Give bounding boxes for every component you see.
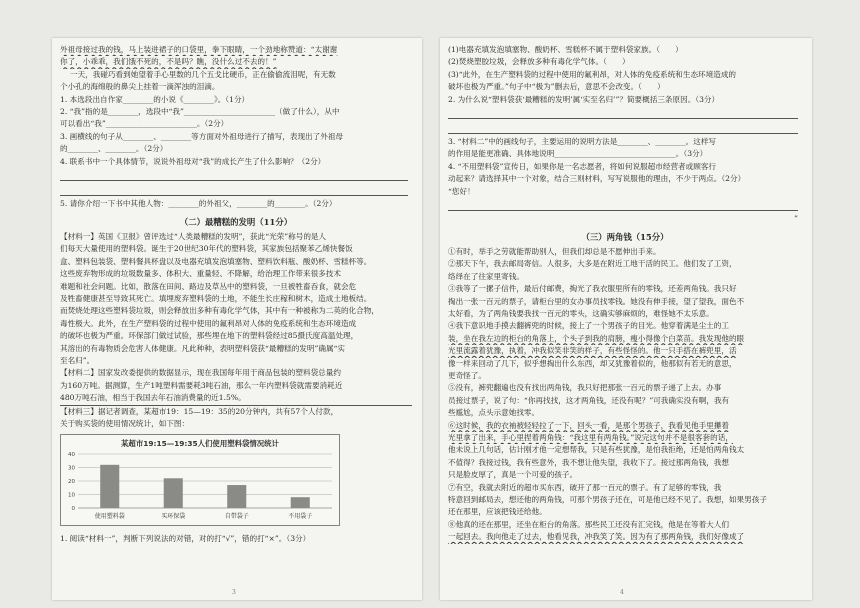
section-2-title: （二）最糟糕的发明（11分） — [179, 217, 293, 228]
material-1-line: 毒性极大。此外，在生产塑料袋的过程中使用的氟利昂对人体的免疫系统和生态环境造成 — [60, 318, 357, 328]
material-2-line: 【材料二】国家发改委提供的数据显示，现在我国每年用于商品包装的塑料袋总量约 — [60, 368, 341, 378]
exam-page-3 — [52, 38, 422, 600]
chart-y-tick-label: 0 — [71, 506, 75, 513]
material-3 — [60, 406, 412, 431]
story-line: 更奇怪了。 — [448, 370, 486, 380]
story-line: 不值得？我接过钱，我有些意外，我不想让他失望，我收下了。接过那两角钱，我想 — [448, 457, 729, 467]
story-line: ④我下意识地手摸去翻裤兜的时候，接上了一个男孩子的目光。他穿着满是尘土的工 — [448, 321, 729, 331]
page-3-content — [60, 44, 412, 600]
answer-line[interactable] — [448, 198, 798, 211]
material-1-line: 们每天大量使用的塑料袋。诞生于20世纪30年代的塑料袋，其家族包括聚苯乙烯快餐饭 — [60, 244, 353, 254]
story-line: 他未说上几句话，估计刚才他一定想帮我，只是有些犹豫，是怕我拒绝，还是怕两角钱太 — [448, 445, 745, 455]
material-1-line: 至名归”。 — [60, 355, 95, 365]
material-1-line: 这些废弃物形成的垃圾数量多、体积大、重量轻、不降解，给治理工作带来很多技术 — [60, 269, 341, 279]
material-1-line: 难题和社会问题。比如，散落在田间、路边及草丛中的塑料袋，一旦被牲畜吞食，就会危 — [60, 281, 357, 291]
judge-item-cont: 破坏也极为严重。”句子中“极为”删去后，意思不会改变。（ ） — [448, 82, 665, 92]
question-2-cont: 可以看出“我”________________________。（2分） — [60, 119, 229, 129]
answer-line[interactable] — [448, 106, 798, 119]
chart-x-tick-label: 使用塑料袋 — [94, 513, 125, 521]
material-1-line: 及牲畜健康甚至导致其死亡。填埋废弃塑料袋的土地，不能生长庄稼和树木，造成土地板结。 — [60, 293, 372, 303]
page-4-content — [448, 44, 802, 600]
material-1-line: 【材料一】英国《卫报》曾评选过“人类最糟糕的发明”，获此“光荣”称号的是人 — [60, 231, 327, 241]
question-3: 3. “材料二”中的画线句子，主要运用的说明方法是________、________。这样写 — [448, 137, 717, 147]
material-2 — [60, 367, 412, 405]
chart-y-tick-label: 40 — [68, 452, 75, 459]
chart-x-tick-label: 买环保袋 — [161, 513, 186, 521]
section-3-title: （三）两角钱（15分） — [581, 232, 669, 243]
question-4: 4. “不用塑料袋”宣传日，如果你是一名志愿者，将如何说服超市经营者或顾客行 — [448, 161, 717, 171]
bar-chart-svg — [60, 434, 340, 526]
material-1-line: 而焚烧处理这些塑料袋垃圾，则会释放出多种有毒化学气体，其中有一种被称为二英的化合物， — [60, 306, 379, 316]
question-2: 2. “我”指的是________，选段中“我”________________________（做了什么），从中 — [60, 107, 340, 117]
material-1 — [60, 231, 412, 367]
page-number: 3 — [232, 589, 236, 596]
bar-chart — [60, 434, 412, 530]
chart-x-tick-label: 不用袋子 — [288, 513, 313, 521]
question-5: 5. 请你介绍一下书中其他人物：________的外祖父，________的________。（2分） — [60, 199, 337, 209]
material-1-line: 其溶出的有毒物质会危害人体健康。凡此种种，表明塑料袋获“最糟糕的发明”确属“实 — [60, 343, 346, 353]
question-4: 4. 联系书中一个具体情节，说说外祖母对“我”的成长产生了什么影响？（2分） — [60, 156, 326, 166]
story-line: 络绎在了往家里寄钱。 — [448, 271, 524, 281]
chart-y-tick-label: 10 — [68, 492, 75, 499]
story-line: ⑧他真的还在那里，还坐在柜台的角落。那些民工还没有汇完钱，他是在等着大人们 — [448, 519, 729, 529]
question-3-cont: 的________、________。（2分） — [60, 144, 168, 154]
material-2-line: 480万吨石油，相当于我国去年石油消费量的近1.5%。 — [60, 392, 412, 405]
answer-line[interactable] — [448, 121, 798, 134]
chart-bar — [100, 465, 119, 508]
judge-item: (3)“此外，在生产塑料袋的过程中使用的氟利昂，对人体的免疫系统和生态环境造成的 — [448, 69, 737, 79]
question-3: 3. 画横线的句子从________、________等方面对外祖母进行了描写，表现出了外祖母 — [60, 131, 344, 141]
story-line: ⑤没有，裤兜翻遍也没有找出两角钱，我只好把那张一百元的票子递了上去。办事 — [448, 383, 722, 393]
exam-page-4 — [440, 38, 812, 600]
question-1: 1. 本选段出自作家________的小说《________》。（1分） — [60, 94, 250, 104]
story-line: 太好看，为了两角钱要我找一百元的零头，这确实够麻烦的，难怪她不太乐意。 — [448, 308, 714, 318]
chart-bar — [227, 485, 246, 508]
story-line: 一起回去。我向他走了过去，他看见我，冲我笑了笑。因为有了那两角钱，我们好像成了 — [448, 532, 745, 542]
question-4-cont: 动起来？请选择其中一个对象，结合三则材料，写写说服他的理由，不少于两点。（2分） — [448, 174, 746, 184]
chart-title: 某超市19:15—19:35人们使用塑料袋情况统计 — [121, 439, 279, 449]
story-line: ②那天下午，我去邮局寄信。人很多，大多是在附近工地干活的民工。他们发了工资， — [448, 259, 737, 269]
question-material-1: 1. 阅读“材料一”，判断下列说法的对错，对的打“√”，错的打“×”。（3分） — [60, 534, 311, 544]
judge-item: (1)电器充填发泡填塞物、酸奶杯、雪糕杯不属于塑料袋家族。（ ） — [448, 45, 683, 54]
material-2-line: 为160万吨。据测算，生产1吨塑料需要耗3吨石油，那么一年内塑料袋就需要消耗近 — [60, 380, 343, 390]
story-line: ①有时，举手之劳就能帮助别人，但我们却总是不愿伸出手来。 — [448, 246, 661, 256]
greeting: “您好！ — [448, 186, 475, 196]
story-line: ③我等了一摞子信件，最后付邮费，掏光了我衣服里所有的零钱，还差两角钱。我只好 — [448, 284, 737, 294]
story-line: 些尴尬，点头示意她找零。 — [448, 408, 540, 418]
story-line: 掏出一张一百元的票子，请柜台里的女办事员找零钱。她没有伸手接，望了望我，面色不 — [448, 296, 745, 306]
story-line: 光里拿了出来，手心里捏着两角钱：“我这里有两角钱。”说完这句并不是很客套的话， — [448, 432, 733, 442]
story-passage — [448, 246, 802, 544]
intro-line: 个小孔的海绵般的鼻尖上挂着一滴浑浊的泪滴。 — [60, 82, 220, 92]
story-line: 装，坐在我左边的柜台的角落上，个头子到我的肩膀，瘦小得像个白菜苗。我发现他的眼 — [448, 333, 745, 343]
chart-y-tick-label: 30 — [68, 465, 75, 472]
chart-bar — [291, 498, 310, 509]
page-number: 4 — [620, 589, 624, 596]
judge-item: (2)焚烧塑胶垃圾，会释放多种有毒化学气体。（ ） — [448, 57, 630, 67]
story-line: 还在那里，应该把钱还给他。 — [448, 507, 547, 517]
material-3-line: 【材料三】据记者调查，某超市19：15—19：35的20分钟内，共有57个人付款， — [60, 406, 339, 416]
intro-line: 外祖母接过我的钱，马上装进裙子的口袋里，拳下眼睛，一个劲地称赞道：“太谢谢 — [60, 45, 338, 54]
material-1-line: 盒、塑料包装袋、塑料餐具杯盘以及电器充填发泡填塞物、塑料饮料瓶、酸奶杯、雪糕杯等。 — [60, 256, 372, 266]
story-line: 员接过票子，说了句：“你再找找，这才两角钱，还没有呢？”可我确实没有啊，我有 — [448, 395, 730, 405]
question-3-cont: 的作用是能更准确、具体地说明________________________________。（3分） — [448, 149, 708, 159]
material-3-line: 关于购买袋的使用情况统计，如下图： — [60, 418, 190, 428]
chart-bar — [164, 479, 183, 509]
intro-line: 一天，我碰巧看到她望着手心里数的几个五戈比硬币，正在偷偷流泪呢，有无数 — [70, 69, 336, 79]
story-line: ⑦有空，我就去附近的超市买东西，破开了那一百元的票子。有了足够的零钱，我 — [448, 482, 722, 492]
story-line: 只是脸皮厚了，真是一个可爱的孩子。 — [448, 470, 578, 480]
story-line: 特意回到邮局去，想还他的两角钱，可那个男孩子还在，可是他已经不见了。我想，如果男孩子 — [448, 495, 767, 504]
intro-line: 你了，小乖乖，我们饿不死的，不是吗？瞧，没什么过不去的！” — [60, 57, 277, 67]
story-line: 像一样来回动了几下，似乎想掏出什么东西，却又犹豫着似的，他那似有若无的意思， — [448, 358, 737, 368]
chart-y-tick-label: 20 — [68, 479, 75, 486]
material-1-line: 的破坏也极为严重。环保部门做过试验，那些埋在地下的塑料袋经过85摄氏度高温处理， — [60, 331, 359, 341]
question-2: 2. 为什么说“塑料袋获‘最糟糕的发明’属‘实至名归’”？简要概括三条原因。（3分） — [448, 94, 720, 104]
closing-quote: ” — [794, 214, 798, 224]
story-line: 光里流露着犹豫，执着，冲我似笑非笑的样子，有些怪怪的。他一只手搭在裤兜里，活 — [448, 346, 737, 356]
story-line: ⑥这时候，我的衣袖被轻轻拉了一下，回头一看，是那个男孩子，我看见他手里攥着 — [448, 420, 729, 430]
answer-line[interactable] — [60, 183, 408, 196]
answer-line[interactable] — [60, 168, 408, 181]
chart-x-tick-label: 自带袋子 — [224, 513, 249, 521]
